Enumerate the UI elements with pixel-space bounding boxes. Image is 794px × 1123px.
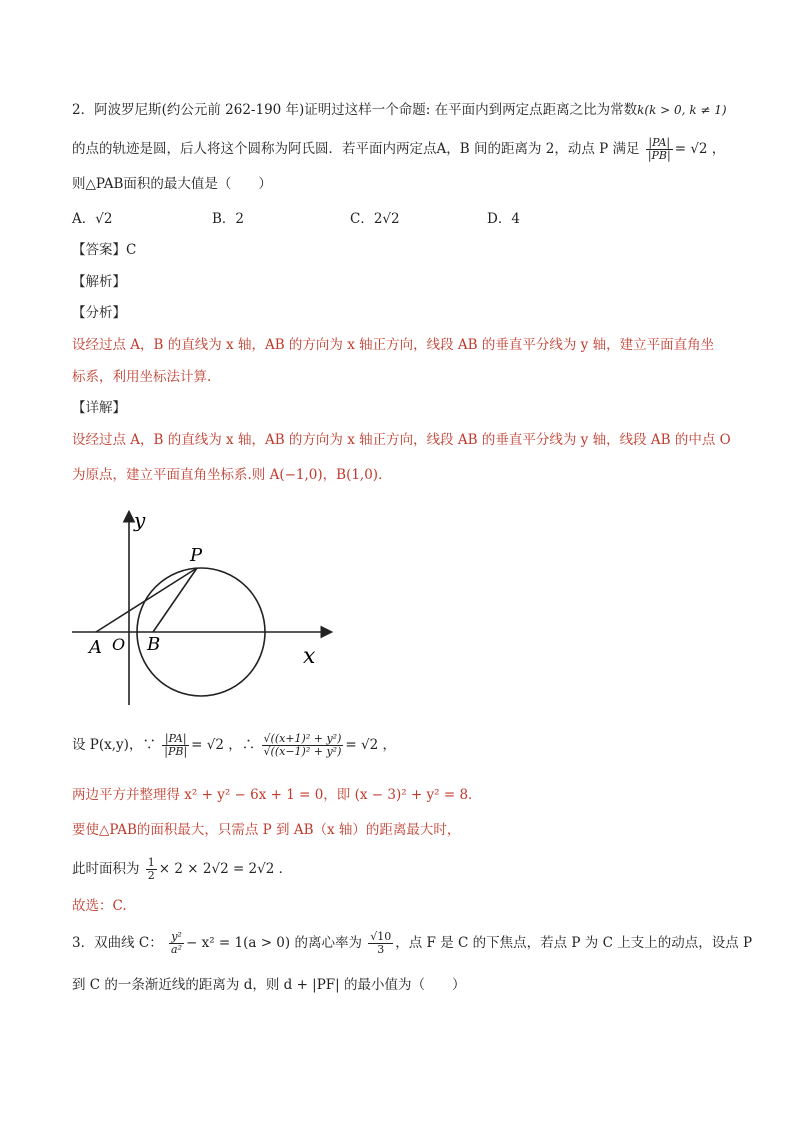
label-x: x	[303, 644, 316, 669]
sol1-frac2-num: √((x+1)² + y²)	[263, 732, 342, 745]
q2-stem-text2b: A，B 间的距离为 2，动点 P 满足	[436, 141, 640, 157]
label-p: P	[190, 545, 203, 566]
label-b: B	[147, 634, 161, 655]
q3-ecc-num: √10	[370, 930, 392, 943]
sol4-frac-den: 2	[147, 869, 155, 882]
q3-frac-num: y²	[169, 931, 184, 944]
sol1-fraction2	[262, 733, 344, 758]
q3-text-b: − x² = 1(a > 0) 的离心率为	[185, 935, 362, 951]
segment-pa	[96, 568, 197, 632]
xiangjie-line1: 设经过点 A，B 的直线为 x 轴，AB 的方向为 x 轴正方向，线段 AB 的垂直平分线为 y 轴，线段 AB 的中点 O	[72, 432, 731, 448]
option-c: C．2√2	[350, 211, 400, 227]
q2-stem-math: k(k > 0, k ≠ 1)	[637, 103, 727, 117]
solution-line3: 要使△PAB的面积最大，只需点 P 到 AB（x 轴）的距离最大时，	[72, 822, 461, 838]
q2-stem-line2	[72, 137, 725, 162]
option-a: A．√2	[72, 211, 113, 227]
circle-figure	[66, 505, 336, 710]
q2-stem-text: 2．阿波罗尼斯(约公元前 262-190 年)证明过这样一个命题: 在平面内到两定点距离之比为常数	[72, 102, 638, 118]
segment-pb	[153, 568, 197, 632]
answer-text: 【答案】C	[72, 242, 137, 258]
q2-cond-num: |PA|	[646, 137, 673, 150]
fenxi-line2: 标系，利用坐标法计算.	[72, 369, 212, 385]
q3-frac-den: a²	[171, 943, 182, 956]
sol4-text-a: 此时面积为	[72, 861, 140, 877]
q3-ecc-fraction	[368, 931, 393, 956]
q3-stem-line2: 到 C 的一条渐近线的距离为 d，则 d + |PF| 的最小值为（ ）	[72, 977, 466, 993]
fenxi-heading: 【分析】	[72, 305, 126, 321]
label-a: A	[89, 637, 102, 658]
sol1-text-a: 设 P(x,y)，∵	[72, 737, 156, 753]
solution-line1	[72, 728, 396, 762]
jiexi-heading: 【解析】	[72, 274, 126, 290]
q2-stem-line3: 则△PAB面积的最大值是（ ）	[72, 176, 272, 192]
sol1-text-b: = √2 ，∴	[191, 737, 256, 753]
solution-line2: 两边平方并整理得 x² + y² − 6x + 1 = 0，即 (x − 3)² + y² = 8．	[72, 787, 482, 803]
q2-condition-fraction	[646, 137, 673, 162]
q2-cond-den: |PB|	[647, 149, 671, 162]
q2-stem-text2a: 的点的轨迹是圆，后人将这个圆称为阿氏圆．若平面内两定点	[72, 141, 437, 157]
label-y: y	[134, 508, 146, 532]
xiangjie-line2: 为原点，建立平面直角坐标系.则 A(−1,0)，B(1,0)．	[72, 467, 392, 483]
sol1-frac-num: |PA|	[162, 733, 189, 746]
q3-text-c: ，点 F 是 C 的下焦点，若点 P 为 C 上支上的动点，设点 P	[395, 935, 753, 951]
guxuan-line: 故选：C.	[72, 898, 127, 914]
option-d: D．4	[487, 211, 520, 227]
sol1-fraction	[162, 733, 189, 758]
label-o: O	[112, 635, 126, 654]
option-b: B．2	[212, 211, 245, 227]
sol4-text-b: × 2 × 2√2 = 2√2 ．	[158, 861, 293, 877]
q3-ecc-den: 3	[377, 943, 385, 956]
q3-text-a: 3．双曲线 C：	[72, 935, 163, 951]
sol4-frac-num: 1	[147, 856, 155, 869]
fenxi-line1: 设经过点 A，B 的直线为 x 轴，AB 的方向为 x 轴正方向，线段 AB 的垂直平分线为 y 轴，建立平面直角坐	[72, 337, 715, 353]
q2-cond-rhs: = √2 ，	[674, 141, 726, 157]
sol1-frac2-den: √((x−1)² + y²)	[263, 745, 342, 758]
solution-line4	[72, 852, 292, 886]
q3-stem-line1	[72, 926, 752, 960]
answer-heading	[72, 240, 136, 260]
q3-fraction	[169, 931, 184, 956]
sol1-frac-den: |PB|	[164, 745, 188, 758]
sol1-text-c: = √2 ，	[345, 737, 396, 753]
xiangjie-heading: 【详解】	[72, 400, 126, 416]
sol4-fraction	[146, 857, 157, 882]
q2-stem-line1	[72, 100, 727, 120]
